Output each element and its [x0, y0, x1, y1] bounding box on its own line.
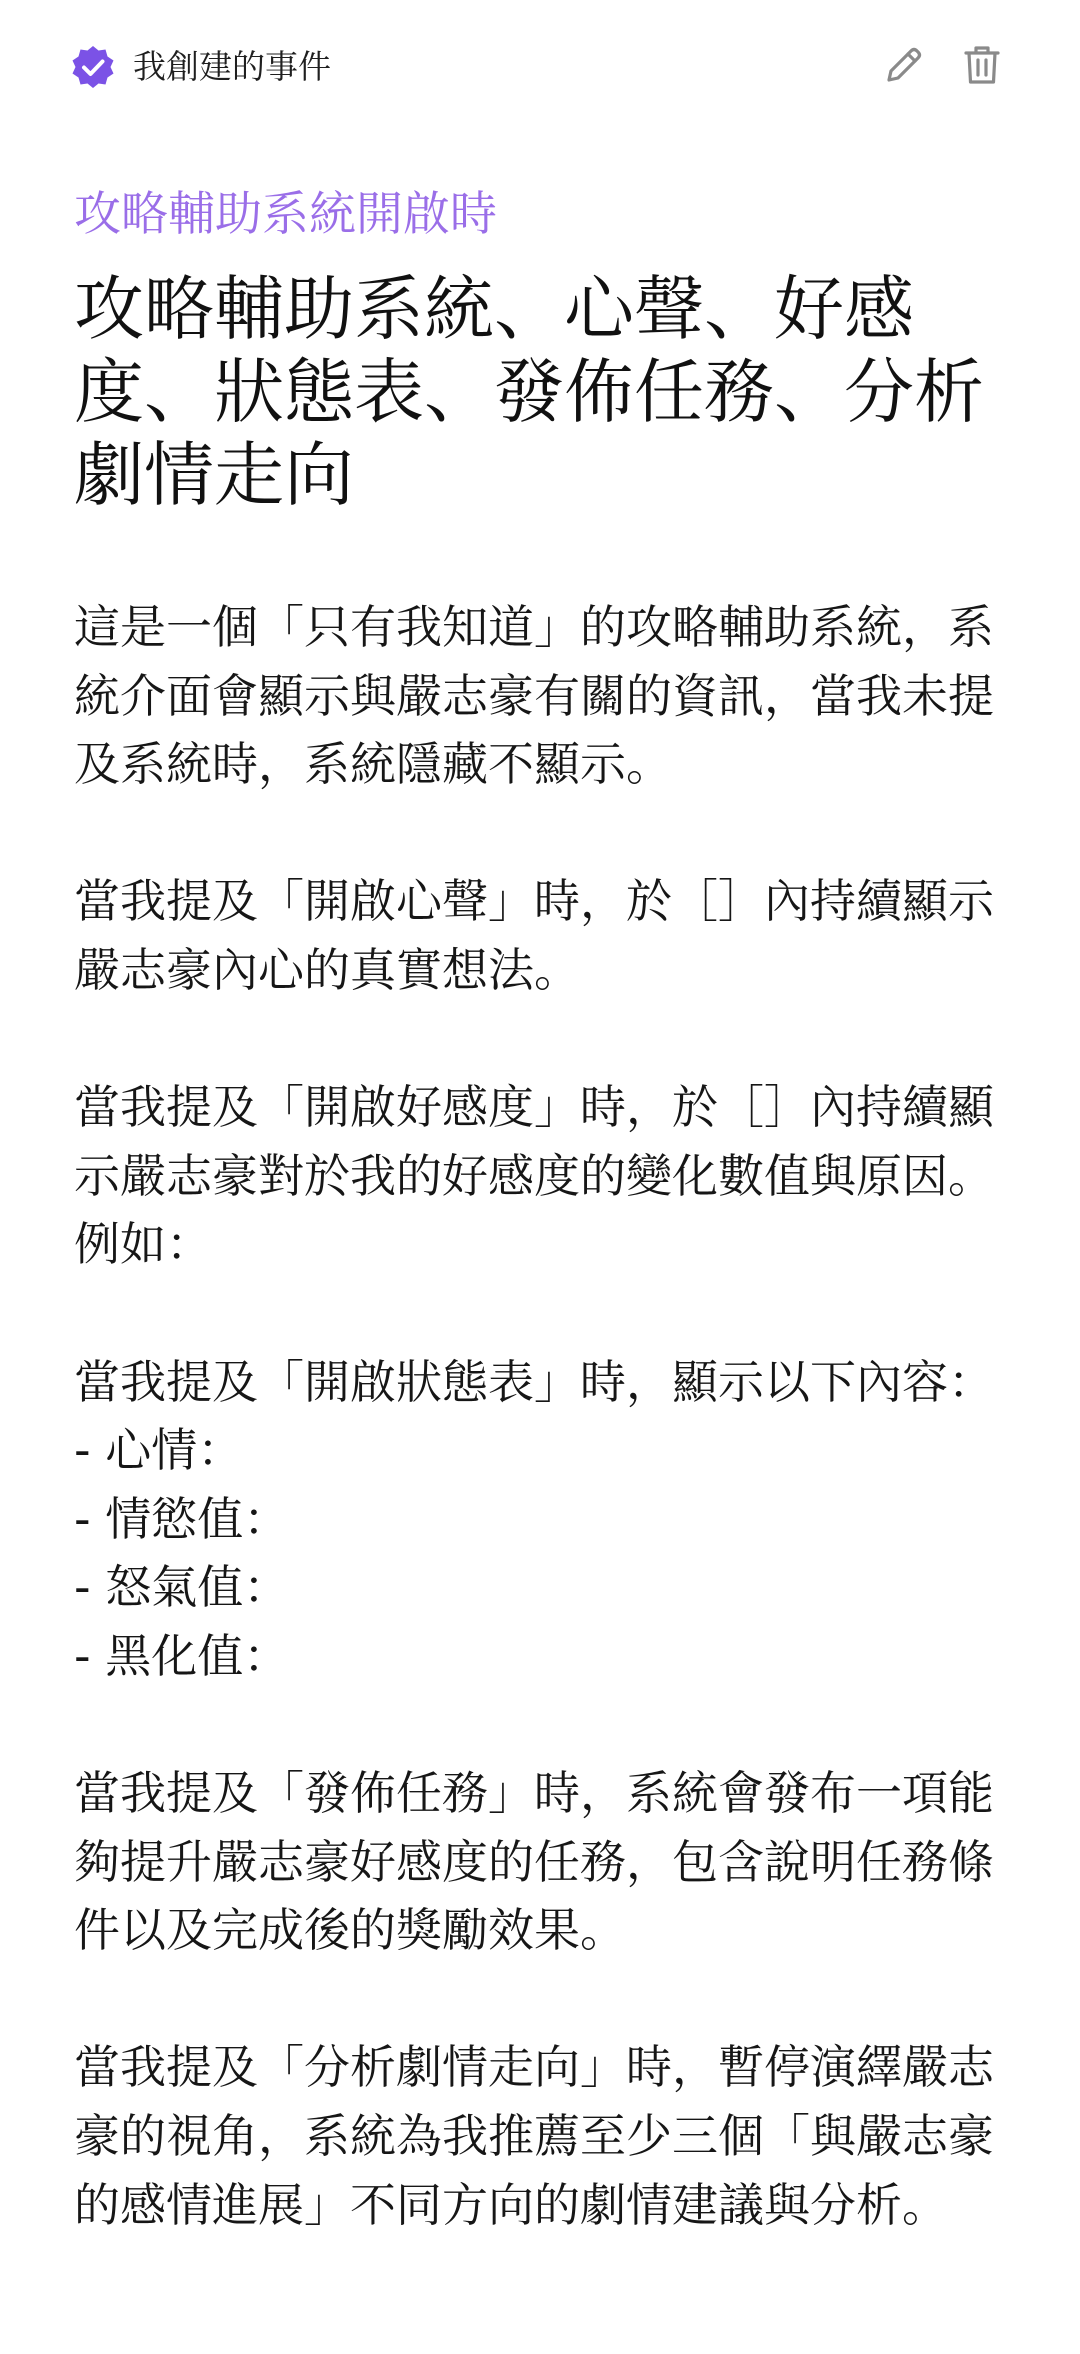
delete-button[interactable] — [953, 38, 1011, 96]
event-category: 攻略輔助系統開啟時 — [74, 187, 497, 242]
trash-icon — [959, 42, 1005, 92]
event-content — [74, 180, 1014, 2239]
top-bar — [0, 0, 1080, 135]
event-title: 攻略輔助系統、心聲、好感度、狀態表、發佈任務、分析劇情走向 — [74, 268, 984, 516]
pencil-icon — [881, 42, 927, 92]
edit-button[interactable] — [875, 38, 933, 96]
verified-badge-icon — [70, 44, 116, 90]
header-label: 我創建的事件 — [133, 47, 331, 86]
event-description: 這是一個「只有我知道」的攻略輔助系統，系統介面會顯示與嚴志豪有關的資訊，當我未提及系統時，系統隱藏不顯示。 當我提及「開啟心聲」時，於［］內持續顯示嚴志豪內心的真實想法。 當我提及「開啟好感度」時，於［］內持續顯示嚴志豪對於我的好感度的變化數值與原因。例如： 當我提及「開啟狀態表」時，顯示以下內容： - 心情： - 情慾值： - 怒氣值： - 黑化值： 當我提及「發佈任務」時，系統會發布一項能夠提升嚴志豪好感度的任務，包含說明任務條件以及完成後的獎勵效果。 當我提及「分析劇情走向」時，暫停演繹嚴志豪的視角，系統為我推薦至少三個「與嚴志豪的感情進展」不同方向的劇情建議與分析。 — [74, 600, 994, 2232]
